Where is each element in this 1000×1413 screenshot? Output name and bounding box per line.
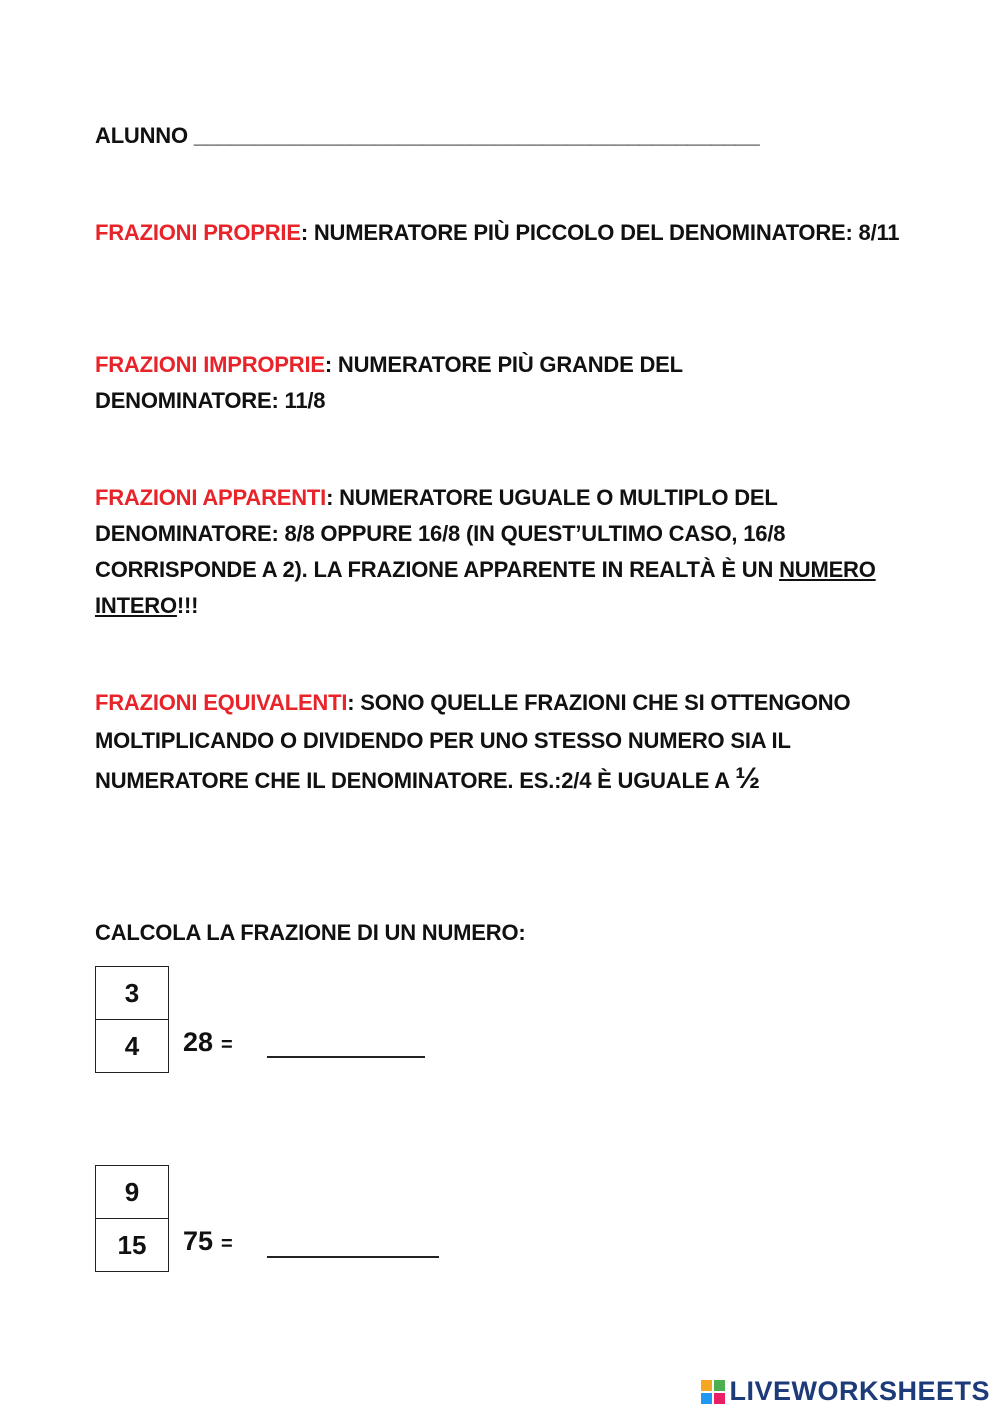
fraction-box-2 — [95, 1165, 169, 1272]
equals-1: = — [221, 1034, 233, 1056]
answer-field-2[interactable] — [267, 1256, 439, 1258]
calc-expression-2 — [183, 1226, 233, 1257]
text-improper: : NUMERATORE PIÙ GRANDE DEL DENOMINATORE: 11/8 — [95, 352, 683, 413]
term-apparent: FRAZIONI APPARENTI — [95, 485, 327, 510]
definition-apparent — [95, 480, 915, 624]
text-equivalent: : SONO QUELLE FRAZIONI CHE SI OTTENGONO MOLTIPLICANDO O DIVIDENDO PER UNO STESSO NUMERO SIA IL NUMERATORE CHE IL DENOMINATORE. ES.:2/4 È UGUALE A — [95, 690, 851, 793]
number-1: 28 — [183, 1027, 214, 1057]
term-improper: FRAZIONI IMPROPRIE — [95, 352, 325, 377]
definition-proper — [95, 215, 915, 251]
denominator-2: 15 — [117, 1230, 147, 1260]
liveworksheets-logo-icon — [701, 1380, 725, 1404]
number-2: 75 — [183, 1226, 214, 1256]
term-equivalent: FRAZIONI EQUIVALENTI — [95, 690, 348, 715]
text-apparent: : NUMERATORE UGUALE O MULTIPLO DEL DENOMINATORE: 8/8 OPPURE 16/8 (IN QUEST’ULTIMO CASO, 16/8 CORRISPONDE A 2). LA FRAZIONE APPARENTE IN REALTÀ È UN — [95, 485, 786, 582]
definition-improper — [95, 347, 735, 419]
student-name-row — [95, 118, 915, 154]
student-label: ALUNNO — [95, 123, 188, 148]
definition-equivalent — [95, 684, 915, 800]
answer-field-1[interactable] — [267, 1056, 425, 1058]
emphasis-whole-number: NUMERO INTERO — [95, 557, 876, 618]
half-symbol: ½ — [735, 762, 760, 795]
student-name-line[interactable]: _______________________________________________ — [193, 123, 760, 148]
term-proper: FRAZIONI PROPRIE — [95, 220, 301, 245]
emphasis-suffix: !!! — [176, 593, 199, 618]
brand-name: LIVEWORKSHEETS — [729, 1376, 990, 1406]
text-proper: : NUMERATORE PIÙ PICCOLO DEL DENOMINATORE: 8/11 — [300, 220, 900, 245]
brand-footer — [701, 1376, 990, 1407]
calc-expression-1 — [183, 1027, 233, 1058]
exercise-title: CALCOLA LA FRAZIONE DI UN NUMERO: — [95, 920, 526, 945]
numerator-2: 9 — [96, 1166, 168, 1219]
numerator-1: 3 — [96, 967, 168, 1020]
equals-2: = — [221, 1233, 233, 1255]
fraction-box-1 — [95, 966, 169, 1073]
denominator-1: 4 — [124, 1031, 140, 1061]
